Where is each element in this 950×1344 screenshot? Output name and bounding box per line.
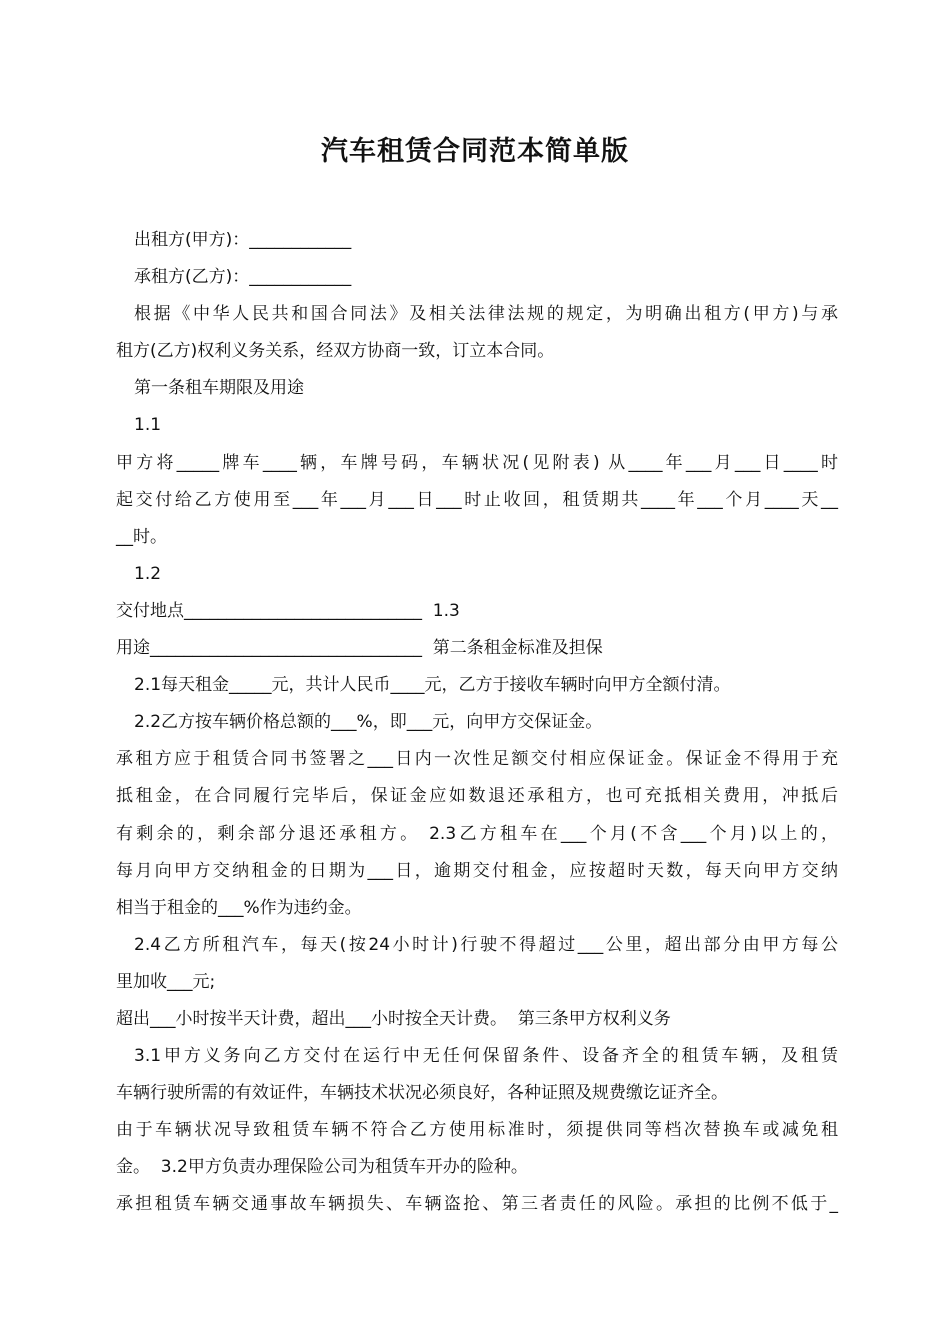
clause-1-1-line-1: 甲方将_____牌车____辆，车牌号码，车辆状况(见附表) 从____年___月___日____时 — [116, 452, 838, 473]
insurance-line: 承担租赁车辆交通事故车辆损失、车辆盗抢、第三者责任的风险。承担的比例不低于_ — [116, 1194, 838, 1215]
clause-2-1: 2.1每天租金_____元，共计人民币____元，乙方于接收车辆时向甲方全额付清。 — [134, 675, 731, 696]
clause-2-4-line-1: 2.4乙方所租汽车，每天(按24小时计)行驶不得超过___公里，超出部分由甲方每公 — [134, 934, 838, 955]
document-title: 汽车租赁合同范本简单版 — [321, 136, 629, 167]
lessor-line: 出租方(甲方)：____________ — [134, 230, 352, 250]
document-body — [116, 222, 838, 1224]
replacement-line-2: 金。 3.2甲方负责办理保险公司为租赁车开办的险种。 — [116, 1157, 528, 1178]
preamble-line-1: 根据《中华人民共和国合同法》及相关法律法规的规定，为明确出租方(甲方)与承 — [134, 304, 838, 325]
clause-2-2: 2.2乙方按车辆价格总额的___%，即___元，向甲方交保证金。 — [134, 712, 603, 733]
article-1-heading: 第一条租车期限及用途 — [134, 378, 304, 399]
deposit-line-3: 有剩余的，剩余部分退还承租方。 2.3乙方租车在___个月(不含___个月)以上的， — [116, 823, 838, 844]
deposit-line-1: 承租方应于租赁合同书签署之___日内一次性足额交付相应保证金。保证金不得用于充 — [116, 749, 838, 770]
clause-2-3-line-1: 每月向甲方交纳租金的日期为___日，逾期交付租金，应按超时天数，每天向甲方交纳 — [116, 860, 838, 881]
replacement-line-1: 由于车辆状况导致租赁车辆不符合乙方使用标准时，须提供同等档次替换车或减免租 — [116, 1120, 838, 1141]
clause-1-2-number: 1.2 — [134, 563, 162, 584]
clause-3-1-line-1: 3.1甲方义务向乙方交付在运行中无任何保留条件、设备齐全的租赁车辆，及租赁 — [134, 1046, 838, 1067]
clause-2-4-line-2: 里加收___元; — [116, 971, 216, 992]
clause-3-1-line-2: 车辆行驶所需的有效证件，车辆技术状况必须良好，各种证照及规费缴讫证齐全。 — [116, 1083, 728, 1104]
clause-2-3-line-2: 相当于租金的___%作为违约金。 — [116, 897, 362, 918]
clause-1-1-line-2: 起交付给乙方使用至___年___月___日___时止收回，租赁期共____年___个月____天__ — [116, 489, 838, 510]
overtime-line: 超出___小时按半天计费，超出___小时按全天计费。 第三条甲方权利义务 — [116, 1008, 671, 1029]
purpose-line: 用途________________________________ 第二条租金标准及担保 — [116, 638, 603, 659]
deposit-line-2: 抵租金，在合同履行完毕后，保证金应如数退还承租方，也可充抵相关费用，冲抵后 — [116, 786, 838, 807]
lessee-line: 承租方(乙方)：____________ — [134, 267, 352, 288]
delivery-location-line: 交付地点____________________________ 1.3 — [116, 600, 460, 621]
clause-1-1-number: 1.1 — [134, 415, 162, 436]
preamble-line-2: 租方(乙方)权利义务关系，经双方协商一致，订立本合同。 — [116, 341, 555, 362]
clause-1-1-line-3: __时。 — [116, 526, 167, 547]
